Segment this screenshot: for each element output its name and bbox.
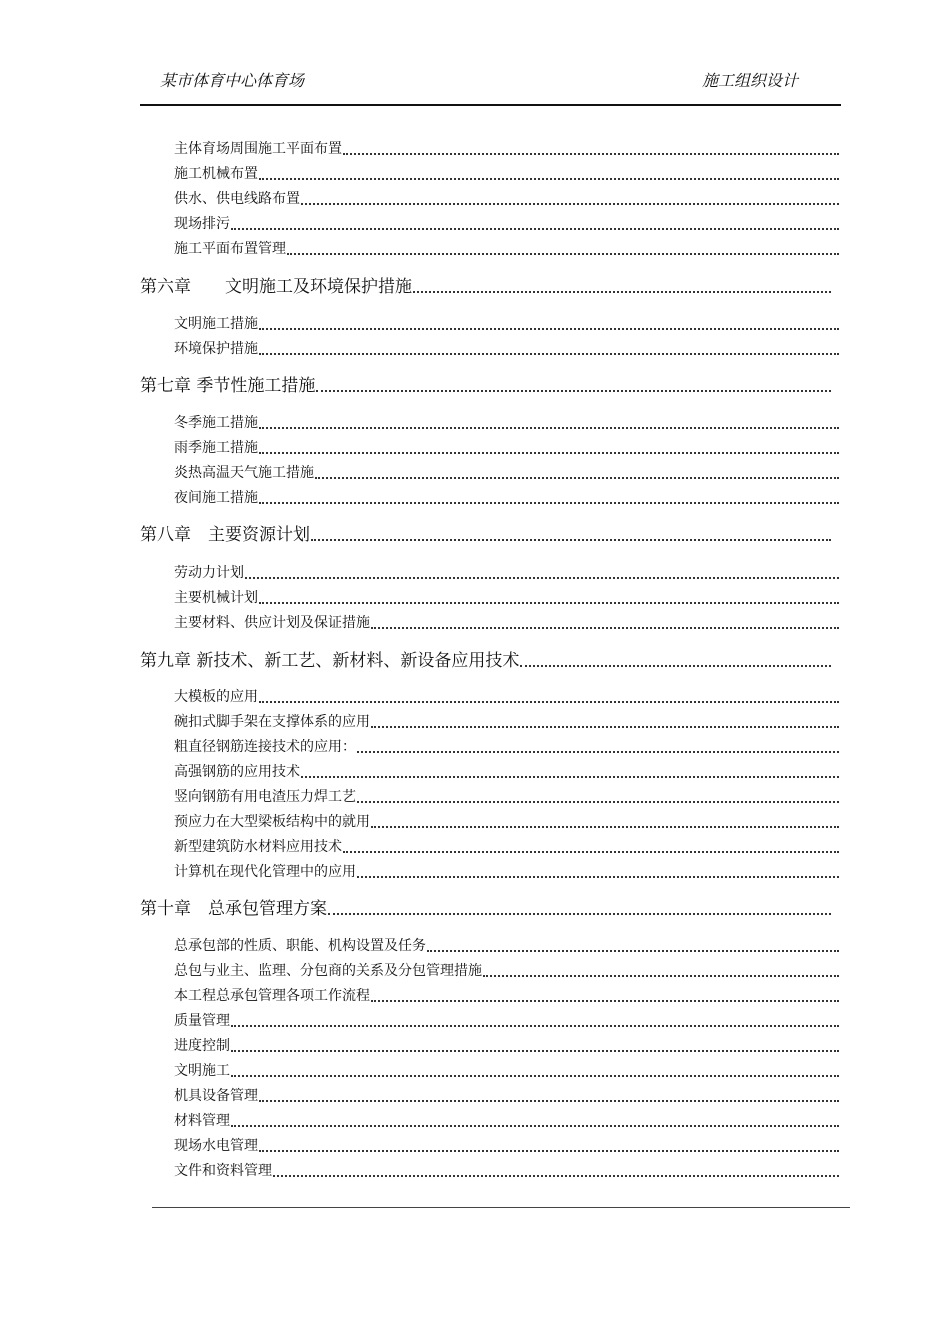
toc-section-entry[interactable]: [174, 462, 839, 482]
dot-leader: [231, 1015, 839, 1027]
dot-leader: [259, 417, 839, 429]
toc-section-entry[interactable]: [174, 1010, 839, 1030]
toc-section-entry[interactable]: [174, 437, 839, 457]
toc-section-entry[interactable]: [174, 861, 839, 881]
toc-section-entry[interactable]: [174, 138, 839, 158]
dot-leader: [231, 1115, 839, 1127]
dot-leader: [427, 940, 839, 952]
toc-entry-label: 现场排污: [174, 216, 230, 232]
toc-entry-label: 第九章 新技术、新工艺、新材料、新设备应用技术: [140, 651, 520, 671]
dot-leader: [343, 143, 839, 155]
toc-entry-label: 环境保护措施: [174, 341, 258, 357]
dot-leader: [273, 1165, 839, 1177]
dot-leader: [316, 380, 831, 392]
toc-entry-label: 新型建筑防水材料应用技术: [174, 839, 342, 855]
toc-chapter-entry[interactable]: [140, 647, 831, 671]
dot-leader: [231, 218, 839, 230]
toc-chapter-entry[interactable]: [140, 273, 831, 297]
toc-entry-label: 劳动力计划: [174, 565, 244, 581]
header-document-type: 施工组织设计: [702, 71, 799, 90]
dot-leader: [413, 281, 831, 293]
dot-leader: [259, 492, 839, 504]
toc-section-entry[interactable]: [174, 612, 839, 632]
toc-entry-label: 主体育场周围施工平面布置: [174, 141, 342, 157]
dot-leader: [259, 318, 839, 330]
toc-entry-label: 主要机械计划: [174, 590, 258, 606]
toc-section-entry[interactable]: [174, 1085, 839, 1105]
dot-leader: [357, 866, 839, 878]
toc-entry-label: 大模板的应用: [174, 689, 258, 705]
toc-entry-label: 总包与业主、监理、分包商的关系及分包管理措施: [174, 963, 482, 979]
dot-leader: [357, 741, 839, 753]
dot-leader: [371, 716, 839, 728]
toc-section-entry[interactable]: [174, 562, 839, 582]
dot-leader: [343, 841, 839, 853]
toc-chapter-entry[interactable]: [140, 895, 831, 919]
toc-entry-label: 高强钢筋的应用技术: [174, 764, 300, 780]
toc-entry-label: 材料管理: [174, 1113, 230, 1129]
toc-section-entry[interactable]: [174, 1160, 839, 1180]
toc-section-entry[interactable]: [174, 1035, 839, 1055]
dot-leader: [245, 567, 839, 579]
toc-entry-label: 夜间施工措施: [174, 490, 258, 506]
dot-leader: [301, 766, 839, 778]
toc-entry-label: 文明施工: [174, 1063, 230, 1079]
toc-section-entry[interactable]: [174, 736, 839, 756]
toc-section-entry[interactable]: [174, 213, 839, 233]
toc-entry-label: 粗直径钢筋连接技术的应用：: [174, 739, 356, 755]
toc-section-entry[interactable]: [174, 338, 839, 358]
header-document-title: 某市体育中心体育场: [160, 71, 305, 90]
toc-section-entry[interactable]: [174, 960, 839, 980]
toc-entry-label: 炎热高温天气施工措施: [174, 465, 314, 481]
toc-entry-label: 机具设备管理: [174, 1088, 258, 1104]
toc-section-entry[interactable]: [174, 587, 839, 607]
toc-entry-label: 第七章 季节性施工措施: [140, 376, 316, 396]
dot-leader: [287, 243, 839, 255]
toc-entry-label: 第六章 文明施工及环境保护措施: [140, 277, 412, 297]
toc-entry-label: 总承包部的性质、职能、机构设置及任务: [174, 938, 426, 954]
dot-leader: [371, 816, 839, 828]
toc-entry-label: 计算机在现代化管理中的应用: [174, 864, 356, 880]
dot-leader: [357, 791, 839, 803]
toc-section-entry[interactable]: [174, 313, 839, 333]
dot-leader: [328, 903, 831, 915]
dot-leader: [371, 990, 839, 1002]
toc-section-entry[interactable]: [174, 1110, 839, 1130]
toc-section-entry[interactable]: [174, 836, 839, 856]
toc-entry-label: 预应力在大型梁板结构中的就用: [174, 814, 370, 830]
toc-entry-label: 雨季施工措施: [174, 440, 258, 456]
toc-entry-label: 本工程总承包管理各项工作流程: [174, 988, 370, 1004]
toc-entry-label: 供水、供电线路布置: [174, 191, 300, 207]
toc-section-entry[interactable]: [174, 487, 839, 507]
toc-section-entry[interactable]: [174, 412, 839, 432]
dot-leader: [231, 1065, 839, 1077]
toc-section-entry[interactable]: [174, 1060, 839, 1080]
dot-leader: [371, 617, 839, 629]
toc-section-entry[interactable]: [174, 686, 839, 706]
toc-section-entry[interactable]: [174, 238, 839, 258]
dot-leader: [301, 193, 839, 205]
toc-chapter-entry[interactable]: [140, 372, 831, 396]
toc-entry-label: 竖向钢筋有用电渣压力焊工艺: [174, 789, 356, 805]
toc-entry-label: 现场水电管理: [174, 1138, 258, 1154]
toc-section-entry[interactable]: [174, 188, 839, 208]
toc-section-entry[interactable]: [174, 935, 839, 955]
dot-leader: [259, 1140, 839, 1152]
toc-entry-label: 施工平面布置管理: [174, 241, 286, 257]
toc-entry-label: 进度控制: [174, 1038, 230, 1054]
footer-divider: [152, 1207, 850, 1208]
toc-section-entry[interactable]: [174, 811, 839, 831]
toc-entry-label: 冬季施工措施: [174, 415, 258, 431]
dot-leader: [259, 168, 839, 180]
dot-leader: [520, 655, 831, 667]
dot-leader: [259, 691, 839, 703]
toc-entry-label: 文件和资料管理: [174, 1163, 272, 1179]
toc-chapter-entry[interactable]: [140, 521, 831, 545]
toc-section-entry[interactable]: [174, 163, 839, 183]
toc-entry-label: 碗扣式脚手架在支撑体系的应用: [174, 714, 370, 730]
toc-section-entry[interactable]: [174, 761, 839, 781]
toc-entry-label: 主要材料、供应计划及保证措施: [174, 615, 370, 631]
toc-entry-label: 第八章 主要资源计划: [140, 525, 310, 545]
toc-section-entry[interactable]: [174, 985, 839, 1005]
dot-leader: [483, 965, 839, 977]
toc-section-entry[interactable]: [174, 786, 839, 806]
dot-leader: [259, 442, 839, 454]
dot-leader: [231, 1040, 839, 1052]
toc-entry-label: 文明施工措施: [174, 316, 258, 332]
toc-section-entry[interactable]: [174, 1135, 839, 1155]
dot-leader: [311, 529, 831, 541]
toc-entry-label: 质量管理: [174, 1013, 230, 1029]
toc-entry-label: 施工机械布置: [174, 166, 258, 182]
dot-leader: [315, 467, 839, 479]
toc-section-entry[interactable]: [174, 711, 839, 731]
dot-leader: [259, 592, 839, 604]
dot-leader: [259, 343, 839, 355]
dot-leader: [259, 1090, 839, 1102]
toc-entry-label: 第十章 总承包管理方案: [140, 899, 327, 919]
